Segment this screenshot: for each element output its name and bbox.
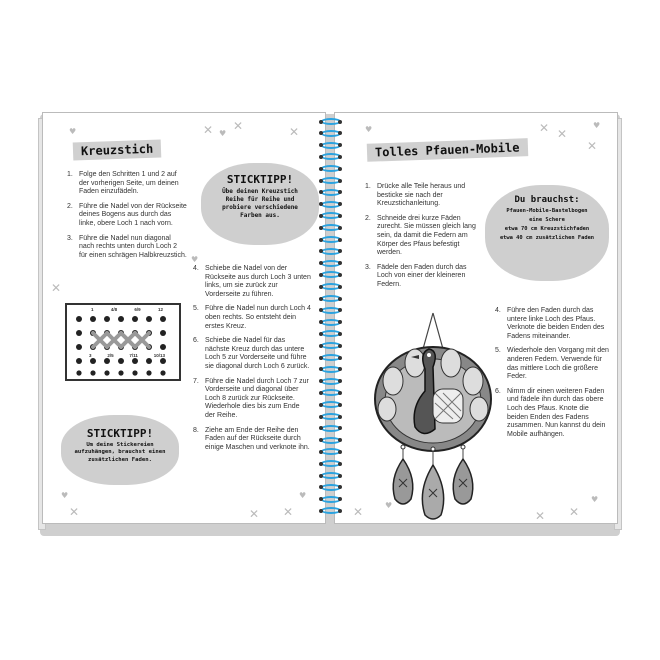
binding-hole (319, 415, 323, 419)
peacock-mobile-illustration (363, 309, 503, 523)
binding-hole (338, 155, 342, 159)
binding-hole (338, 391, 342, 395)
x-deco: ✕ (539, 121, 550, 135)
grid-dots (67, 305, 179, 379)
sticktipp-cloud-top (201, 163, 319, 245)
binding-hole (319, 391, 323, 395)
x-deco: ✕ (283, 505, 294, 519)
needs-title: Du brauchst: (514, 195, 580, 205)
needs-item: etwa 40 cm zusätzlichen Faden (499, 235, 595, 241)
binding-hole (319, 238, 323, 242)
heart-icon: ♥ (365, 125, 373, 134)
x-deco: ✕ (353, 505, 364, 519)
binding-hole (338, 509, 342, 513)
binding-hole (338, 415, 342, 419)
binding-hole (319, 474, 323, 478)
needs-item: Pfauen-Mobile-Bastelbogen (506, 208, 588, 214)
heart-icon: ♥ (299, 491, 307, 500)
tip-body: Um deine Stickereien aufzuhängen, brauchst einen zusätzlichen Faden. (74, 442, 166, 463)
step-item: 2. Führe die Nadel von der Rückseite deines Bogens aus durch das linke, obere Loch 1 nach vorn. (67, 202, 187, 227)
step-item: 5. Führe die Nadel nun durch Loch 4 oben rechts. So entsteht dein erstes Kreuz. (193, 305, 311, 330)
x-deco: ✕ (557, 127, 568, 141)
binding-hole (319, 403, 323, 407)
heart-icon: ♥ (69, 127, 77, 136)
heart-icon: ♥ (191, 255, 199, 264)
sticktipp-cloud-bottom (61, 415, 179, 485)
step-item: 2. Schneide drei kurze Fäden zurecht. Sie müssen gleich lang sein, da damit die Federn am Körper des Pfaus befestigt werden. (365, 214, 476, 257)
step-item: 1. Folge den Schritten 1 und 2 auf der vorherigen Seite, um deinen Faden einzufädeln. (67, 171, 179, 196)
binding-hole (338, 120, 342, 124)
step-item: 4. Führe den Faden durch das untere linke Loch des Pfaus. Verknote die beiden Enden des Fadens miteinander. (495, 307, 605, 340)
binding-hole (338, 179, 342, 183)
step-item: 3. Führe die Nadel nun diagonal nach rechts unten durch Loch 2 für einen schrägen Halbkreuzstich. (67, 234, 187, 259)
grid-top-labels: 1 4/8 6/9 12 (91, 307, 163, 312)
left-steps-col2 (193, 265, 311, 458)
left-title: Kreuzstich (73, 139, 162, 160)
step-item: 6. Nimm dir einen weiteren Faden und fädele ihn durch das obere Loch des Pfaus. Knote die beiden Enden des Fadens zusammen. Nun kannst du dein Mobile aufhängen. (495, 387, 606, 438)
binding-hole (319, 297, 323, 301)
binding-hole (338, 332, 342, 336)
binding-hole (319, 226, 323, 230)
binding-hole (319, 509, 323, 513)
tip-title: STICKTIPP! (226, 173, 294, 186)
heart-icon: ♥ (61, 491, 69, 500)
binding-hole (319, 167, 323, 171)
x-deco: ✕ (289, 125, 300, 139)
binding-hole (338, 344, 342, 348)
right-page (334, 112, 618, 524)
x-deco: ✕ (569, 505, 580, 519)
binding-hole (319, 332, 323, 336)
needs-item: eine Schere (529, 217, 565, 223)
x-deco: ✕ (203, 123, 214, 137)
binding-hole (338, 356, 342, 360)
x-deco: ✕ (233, 119, 244, 133)
right-steps-col2 (495, 307, 611, 445)
binding-hole (338, 403, 342, 407)
left-page (42, 112, 326, 524)
binding-hole (319, 155, 323, 159)
open-book (38, 112, 622, 532)
binding-hole (319, 179, 323, 183)
binding-hole (319, 285, 323, 289)
du-brauchst-cloud (485, 185, 609, 281)
binding-hole (319, 450, 323, 454)
binding-hole (338, 226, 342, 230)
step-item: 5. Wiederhole den Vorgang mit den anderen Federn. Verwende für das mittlere Loch die größere Feder. (495, 347, 609, 381)
tip-title: STICKTIPP! (86, 427, 154, 440)
binding-hole (338, 214, 342, 218)
left-steps-col1 (67, 171, 187, 266)
grid-bottom-labels: 3 2/5 7/11 10/13 (89, 353, 165, 358)
heart-icon: ♥ (593, 121, 601, 130)
step-item: 8. Ziehe am Ende der Reihe den Faden auf der Rückseite durch einige Maschen und verknote ihn. (193, 426, 310, 451)
binding-hole (338, 238, 342, 242)
step-item: 6. Schiebe die Nadel für das nächste Kreuz durch das untere Loch 5 zur Vorderseite und führe sie diagonal durch Loch 6 zurück. (193, 337, 310, 370)
binding-hole (338, 273, 342, 277)
binding-hole (338, 297, 342, 301)
binding-hole (319, 273, 323, 277)
x-deco: ✕ (51, 281, 62, 295)
binding-hole (319, 120, 323, 124)
step-item: 4. Schiebe die Nadel von der Rückseite aus durch Loch 3 unten links, um sie zurück zur Vorderseite zu führen. (193, 265, 311, 298)
step-item: 7. Führe die Nadel durch Loch 7 zur Vorderseite und diagonal über Loch 8 zurück zur Rückseite. Wiederhole dies bis zum Ende der Reihe. (193, 377, 309, 419)
step-item: 3. Fädele den Faden durch das Loch von einer der kleineren Federn. (365, 263, 467, 288)
binding-hole (319, 344, 323, 348)
x-deco: ✕ (535, 509, 546, 523)
needs-item: etwa 70 cm Kreuzstichfaden (504, 226, 590, 232)
x-deco: ✕ (587, 139, 598, 153)
binding-hole (319, 356, 323, 360)
binding-hole (338, 474, 342, 478)
right-title: Tolles Pfauen-Mobile (367, 138, 528, 162)
step-item: 1. Drücke alle Teile heraus und besticke sie nach der Kreuzstichanleitung. (365, 183, 466, 208)
binding-hole (338, 462, 342, 466)
heart-icon: ♥ (385, 501, 393, 510)
x-deco: ✕ (249, 507, 260, 521)
binding-hole (338, 450, 342, 454)
binding-hole (338, 167, 342, 171)
tip-body: Übe deinen Kreuzstich Reihe für Reihe und probiere verschiedene Farben aus. (222, 188, 298, 219)
heart-icon: ♥ (219, 129, 227, 138)
right-steps-col1 (365, 183, 477, 296)
cross-stitch-grid (65, 303, 181, 381)
binding-hole (319, 214, 323, 218)
x-deco: ✕ (69, 505, 80, 519)
binding-hole (319, 462, 323, 466)
binding-hole (338, 285, 342, 289)
heart-icon: ♥ (591, 495, 599, 504)
